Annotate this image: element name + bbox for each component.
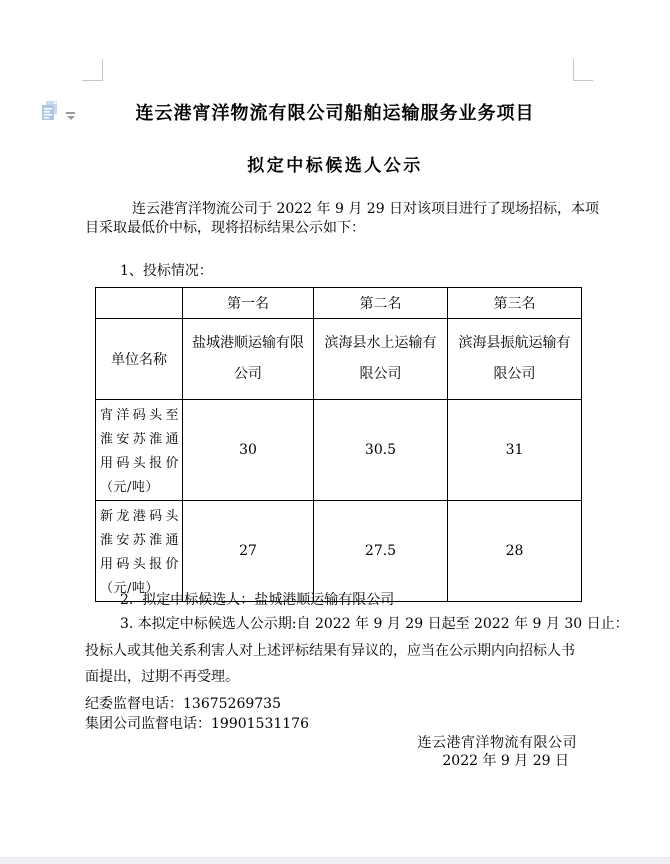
document-subtitle: 拟定中标候选人公示 (247, 156, 423, 176)
bid-results-table (95, 287, 582, 602)
text-boundary-mark-top-left (82, 59, 103, 81)
signature-date: 2022 年 9 月 29 日 (442, 753, 569, 769)
section2-text: 2. 拟定中标候选人：盐城港顺运输有限公司 (120, 592, 395, 608)
table-row (96, 319, 582, 400)
price-cell: 27 (183, 501, 314, 602)
header-cell: 第三名 (448, 288, 582, 319)
price-cell: 31 (448, 400, 582, 501)
table-row (96, 400, 582, 501)
company-cell: 滨海县水上运输有限公司 (314, 319, 448, 400)
row-label-cell: 单位名称 (96, 319, 183, 400)
table-row (96, 501, 582, 602)
header-cell: 第一名 (183, 288, 314, 319)
company-cell: 盐城港顺运输有限公司 (183, 319, 314, 400)
intro-paragraph (85, 200, 600, 238)
document-title: 连云港宵洋物流有限公司船舶运输服务业务项目 (135, 103, 535, 124)
intro-line: 目采取最低价中标，现将招标结果公示如下： (85, 220, 365, 236)
header-cell: 第二名 (314, 288, 448, 319)
header-cell (96, 288, 183, 319)
discipline-supervision-phone: 纪委监督电话：13675269735 (85, 696, 281, 712)
section3-line: 3. 本拟定中标候选人公示期:自 2022 年 9 月 29 日起至 2022 年 9 月 30 日止： (120, 616, 629, 632)
text-boundary-mark-top-right (573, 59, 593, 81)
company-cell: 滨海县振航运输有限公司 (448, 319, 582, 400)
group-supervision-phone: 集团公司监督电话：19901531176 (85, 716, 309, 732)
section3-line: 投标人或其他关系利害人对上述评标结果有异议的，应当在公示期内向招标人书 (85, 643, 575, 659)
row-label-cell: 宵洋码头至淮安苏淮通用码头报价（元/吨） (96, 400, 183, 501)
section3-line: 面提出，过期不再受理。 (85, 669, 239, 685)
price-cell: 30.5 (314, 400, 448, 501)
price-cell: 27.5 (314, 501, 448, 602)
row-label-cell: 新龙港码头淮安苏淮通用码头报价（元/吨） (96, 501, 183, 602)
price-cell: 28 (448, 501, 582, 602)
table-header-row (96, 288, 582, 319)
section1-heading: 1、投标情况： (120, 263, 213, 279)
intro-line: 连云港宵洋物流公司于 2022 年 9 月 29 日对该项目进行了现场招标，本项 (132, 201, 600, 217)
price-cell: 30 (183, 400, 314, 501)
bottom-band (0, 857, 670, 864)
signature-company: 连云港宵洋物流有限公司 (417, 735, 577, 751)
